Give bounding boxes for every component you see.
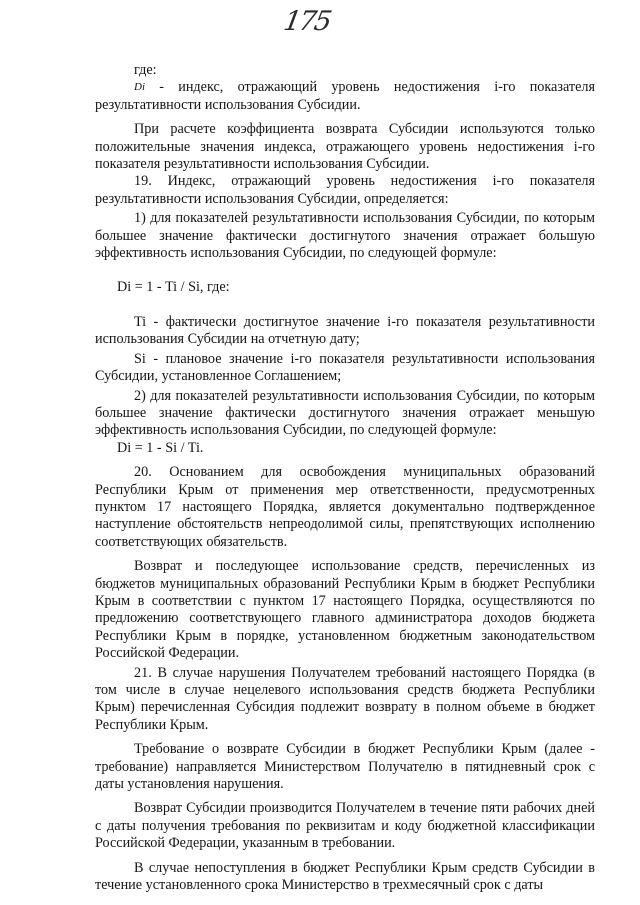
di-definition-text: - индекс, отражающий уровень недостижения i-го показателя результативности использования Субсидии. — [95, 79, 595, 113]
si-definition: Si - плановое значение i-го показателя результативности использования Субсидии, установленное Соглашением; — [95, 350, 595, 385]
paragraph-positive-values: При расчете коэффициента возврата Субсидии используются только положительные значения индекса, отражающего уровень недостижения i-го показателя результативности использования Субсидии. — [95, 121, 595, 173]
formula-2: Di = 1 - Si / Ti. — [117, 439, 204, 456]
page-number: 175 — [281, 6, 333, 37]
paragraph-21: 21. В случае нарушения Получателем требований настоящего Порядка (в том числе в случае нецелевого использования средств бюджета Республики Крым) перечисленная Субсидия подлежит возврату в полном объеме в бюджет Республики Крым. — [95, 664, 595, 733]
paragraph-21-return: Возврат Субсидии производится Получателем в течение пяти рабочих дней с даты получения требования по реквизитам и коду бюджетной классификации Российской Федерации, указанным в требовании. — [95, 800, 595, 852]
paragraph-19-item-1: 1) для показателей результативности использования Субсидии, по которым большее значение фактически достигнутого значения отражает большую эффективность использования Субсидии, по следующей формуле: — [95, 210, 595, 262]
paragraph-19-item-2: 2) для показателей результативности использования Субсидии, по которым большее значение фактически достигнутого значения отражает меньшую эффективность использования Субсидии, по следующей формуле: — [95, 387, 595, 439]
di-symbol: Di — [134, 81, 145, 94]
ti-definition: Ti - фактически достигнутое значение i-го показателя результативности использования Субсидии на отчетную дату; — [95, 313, 595, 348]
paragraph-20-return: Возврат и последующее использование средств, перечисленных из бюджетов муниципальных образований Республики Крым в бюджет Республики Крым в соответствии с пунктом 17 настоящего Порядка, осуществляются по предложению соответствующего главного администратора доходов бюджета Республики Крым в порядке, установленном бюджетным законодательством Российской Федерации. — [95, 558, 595, 662]
formula-1: Di = 1 - Ti / Si, где: — [117, 279, 230, 296]
paragraph-21-requirement: Требование о возврате Субсидии в бюджет Республики Крым (далее - требование) направляется Министерством Получателю в пятидневный срок с даты установления нарушения. — [95, 741, 595, 793]
di-definition — [95, 79, 595, 114]
paragraph-21-nonreceipt: В случае непоступления в бюджет Республики Крым средств Субсидии в течение установленного срока Министерство в трехмесячный срок с даты — [95, 859, 595, 894]
paragraph-19: 19. Индекс, отражающий уровень недостижения i-го показателя результативности использования Субсидии, определяется: — [95, 173, 595, 207]
paragraph-20: 20. Основанием для освобождения муниципальных образований Республики Крым от применения мер ответственности, предусмотренных пунктом 17 настоящего Порядка, является документально подтвержденное наступление обстоятельств непреодолимой силы, препятствующих исполнению соответствующих обязательств. — [95, 464, 595, 550]
where-label: где: — [134, 62, 157, 78]
document-body — [95, 62, 595, 894]
